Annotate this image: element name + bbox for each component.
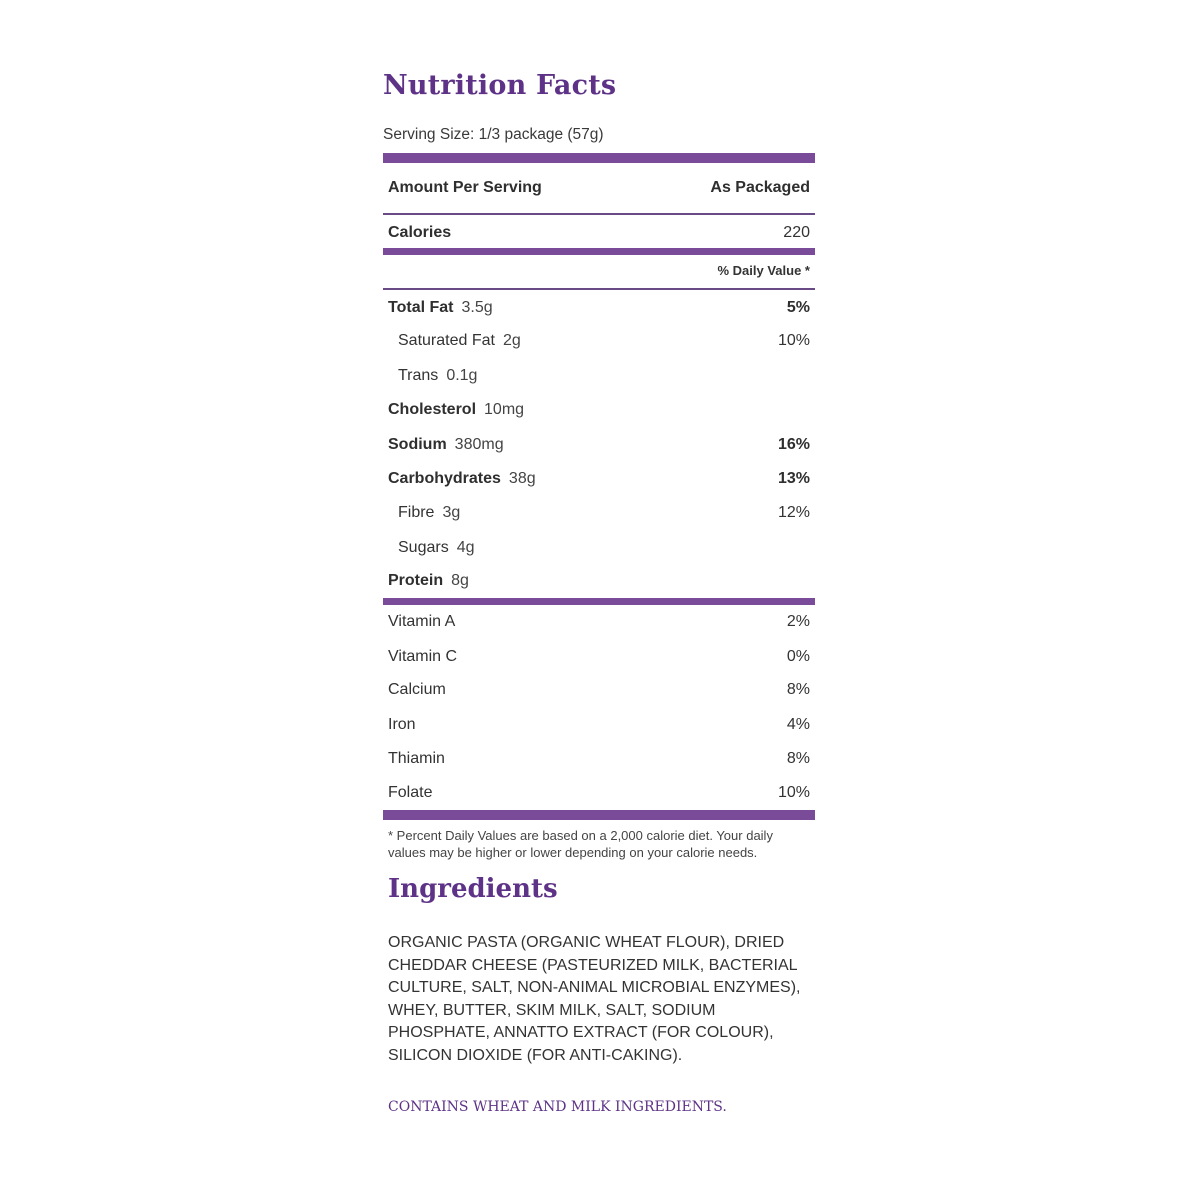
vitamin-label: Folate	[388, 784, 433, 801]
divider	[383, 213, 815, 215]
nutrient-amount: 380mg	[454, 436, 504, 453]
divider	[383, 288, 815, 290]
vitamin-label: Iron	[388, 716, 416, 733]
nutrient-label: Sugars	[398, 539, 449, 556]
vitamin-row	[388, 678, 810, 702]
nutrient-name	[388, 299, 493, 317]
nutrient-row	[388, 467, 810, 491]
vitamin-row	[388, 645, 810, 669]
nutrient-name	[388, 470, 536, 488]
vitamin-daily-value: 10%	[777, 784, 810, 801]
nutrient-name	[398, 539, 475, 557]
nutrient-amount: 3.5g	[461, 299, 493, 316]
nutrient-row	[388, 433, 810, 457]
nutrient-row	[398, 329, 810, 353]
nutrient-name	[388, 572, 469, 590]
vitamin-label: Thiamin	[388, 750, 445, 767]
nutrient-amount: 38g	[508, 470, 536, 487]
nutrient-label: Saturated Fat	[398, 332, 495, 349]
ingredients-title: Ingredients	[388, 874, 558, 904]
vitamin-row	[388, 610, 810, 634]
nutrient-label: Trans	[398, 367, 439, 384]
vitamin-daily-value: 8%	[786, 681, 810, 698]
vitamin-daily-value: 2%	[786, 613, 810, 630]
nutrition-facts-title: Nutrition Facts	[383, 70, 617, 101]
nutrient-row	[398, 501, 810, 525]
nutrient-daily-value: 5%	[786, 299, 810, 316]
nutrient-label: Protein	[388, 572, 444, 589]
thick-divider	[383, 153, 815, 163]
nutrient-name	[398, 332, 521, 350]
nutrient-row	[388, 296, 810, 320]
nutrient-label: Cholesterol	[388, 401, 477, 418]
allergen-statement: CONTAINS WHEAT AND MILK INGREDIENTS.	[388, 1099, 727, 1115]
vitamin-daily-value: 4%	[786, 716, 810, 733]
daily-value-footnote: * Percent Daily Values are based on a 2,000 calorie diet. Your daily values may be higher or lower depending on your calorie needs.	[388, 828, 773, 860]
nutrient-amount: 8g	[451, 572, 469, 589]
nutrient-amount: 2g	[502, 332, 521, 349]
nutrient-name	[388, 401, 524, 419]
vitamin-daily-value: 8%	[786, 750, 810, 767]
vitamin-label: Vitamin C	[388, 648, 458, 665]
medium-divider	[383, 598, 815, 605]
nutrient-label: Fibre	[398, 504, 435, 521]
ingredients-text: ORGANIC PASTA (ORGANIC WHEAT FLOUR), DRIED CHEDDAR CHEESE (PASTEURIZED MILK, BACTERIAL CULTURE, SALT, NON-ANIMAL MICROBIAL ENZYMES), WHEY, BUTTER, SKIM MILK, SALT, SODIUM PHOSPHATE, ANNATTO EXTRACT (FOR COLOUR), SILICON DIOXIDE (FOR ANTI-CAKING).	[388, 934, 801, 1064]
nutrient-row	[388, 398, 810, 422]
nutrient-amount: 4g	[456, 539, 475, 556]
serving-size: Serving Size: 1/3 package (57g)	[383, 126, 604, 143]
amount-per-serving-label: Amount Per Serving	[388, 179, 542, 196]
nutrient-label: Sodium	[388, 436, 447, 453]
nutrient-label: Carbohydrates	[388, 470, 501, 487]
calories-row	[388, 221, 810, 245]
nutrient-amount: 10mg	[484, 401, 525, 418]
vitamin-row	[388, 747, 810, 771]
medium-divider	[383, 248, 815, 255]
nutrient-name	[398, 367, 477, 385]
calories-value: 220	[783, 224, 810, 241]
thick-divider	[383, 810, 815, 820]
nutrient-row	[388, 569, 810, 593]
daily-value-header: % Daily Value *	[717, 263, 810, 278]
nutrient-daily-value: 13%	[777, 470, 810, 487]
nutrient-amount: 0.1g	[446, 367, 478, 384]
vitamin-daily-value: 0%	[786, 648, 810, 665]
vitamin-row	[388, 713, 810, 737]
vitamin-label: Calcium	[388, 681, 446, 698]
nutrient-row	[398, 364, 810, 388]
vitamin-label: Vitamin A	[388, 613, 456, 630]
nutrient-name	[398, 504, 460, 522]
calories-label: Calories	[388, 224, 452, 241]
vitamin-row	[388, 781, 810, 805]
nutrient-daily-value: 12%	[777, 504, 810, 521]
nutrient-name	[388, 436, 504, 454]
as-packaged-label: As Packaged	[710, 179, 810, 196]
nutrient-row	[398, 536, 810, 560]
header-row	[388, 176, 810, 200]
nutrient-amount: 3g	[442, 504, 461, 521]
nutrient-daily-value: 10%	[777, 332, 810, 349]
nutrient-label: Total Fat	[388, 299, 454, 316]
nutrient-daily-value: 16%	[777, 436, 810, 453]
